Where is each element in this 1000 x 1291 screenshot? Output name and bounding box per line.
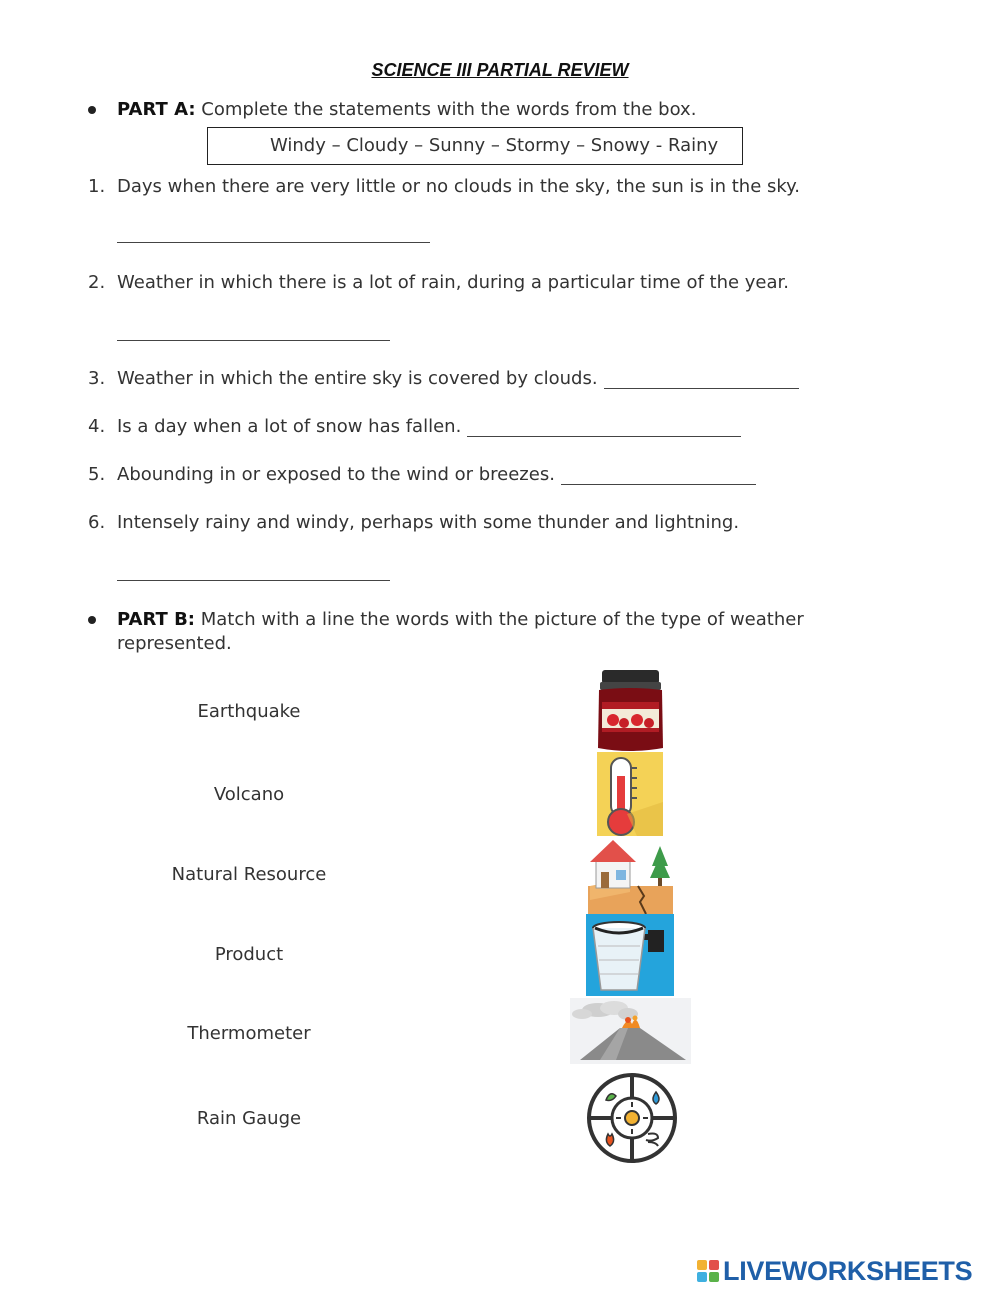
bullet <box>88 106 96 114</box>
match-word-product[interactable]: Product <box>214 944 284 965</box>
question-5-text: Abounding in or exposed to the wind or breezes. <box>117 464 555 485</box>
part-a-label: PART A: <box>117 99 196 120</box>
match-word-rain-gauge[interactable]: Rain Gauge <box>196 1108 302 1129</box>
match-word-thermometer[interactable]: Thermometer <box>187 1023 311 1044</box>
answer-blank-6[interactable] <box>117 580 390 581</box>
part-b-text: Match with a line the words with the picture of the type of weather represented. <box>117 609 804 654</box>
part-b-instruction <box>117 608 837 656</box>
logo-squares-icon <box>697 1260 719 1282</box>
question-number: 6. <box>88 512 106 533</box>
match-word-volcano[interactable]: Volcano <box>213 784 285 805</box>
answer-blank-3[interactable] <box>604 370 799 389</box>
question-number: 1. <box>88 176 106 197</box>
liveworksheets-logo <box>697 1256 972 1286</box>
answer-blank-1[interactable] <box>117 242 430 243</box>
question-3 <box>117 368 799 389</box>
answer-blank-5[interactable] <box>561 466 756 485</box>
question-number: 2. <box>88 272 106 293</box>
bullet <box>88 616 96 624</box>
part-a-text: Complete the statements with the words from the box. <box>201 99 697 120</box>
question-4-text: Is a day when a lot of snow has fallen. <box>117 416 462 437</box>
jam-jar-icon[interactable] <box>593 668 668 754</box>
volcano-icon[interactable] <box>570 998 691 1064</box>
part-b-label: PART B: <box>117 609 195 630</box>
answer-blank-4[interactable] <box>467 418 741 437</box>
natural-resources-icon[interactable] <box>584 1072 680 1164</box>
part-a-instruction <box>117 98 696 122</box>
thermometer-icon[interactable] <box>597 752 663 836</box>
question-4 <box>117 416 741 437</box>
question-number: 3. <box>88 368 106 389</box>
question-5 <box>117 464 756 485</box>
question-6-text: Intensely rainy and windy, perhaps with some thunder and lightning. <box>117 512 740 533</box>
logo-text: LIVEWORKSHEETS <box>723 1255 973 1286</box>
answer-blank-2[interactable] <box>117 340 390 341</box>
question-number: 5. <box>88 464 106 485</box>
match-word-earthquake[interactable]: Earthquake <box>197 701 301 722</box>
word-box: Windy – Cloudy – Sunny – Stormy – Snowy - Rainy <box>207 127 743 165</box>
rain-gauge-icon[interactable] <box>586 914 674 996</box>
question-3-text: Weather in which the entire sky is covered by clouds. <box>117 368 598 389</box>
question-number: 4. <box>88 416 106 437</box>
page-title: SCIENCE III PARTIAL REVIEW <box>371 60 629 80</box>
question-1-text: Days when there are very little or no clouds in the sky, the sun is in the sky. <box>117 176 800 197</box>
question-2-text: Weather in which there is a lot of rain, during a particular time of the year. <box>117 272 790 293</box>
earthquake-house-icon[interactable] <box>588 836 673 914</box>
match-word-natural-resource[interactable]: Natural Resource <box>171 864 327 885</box>
